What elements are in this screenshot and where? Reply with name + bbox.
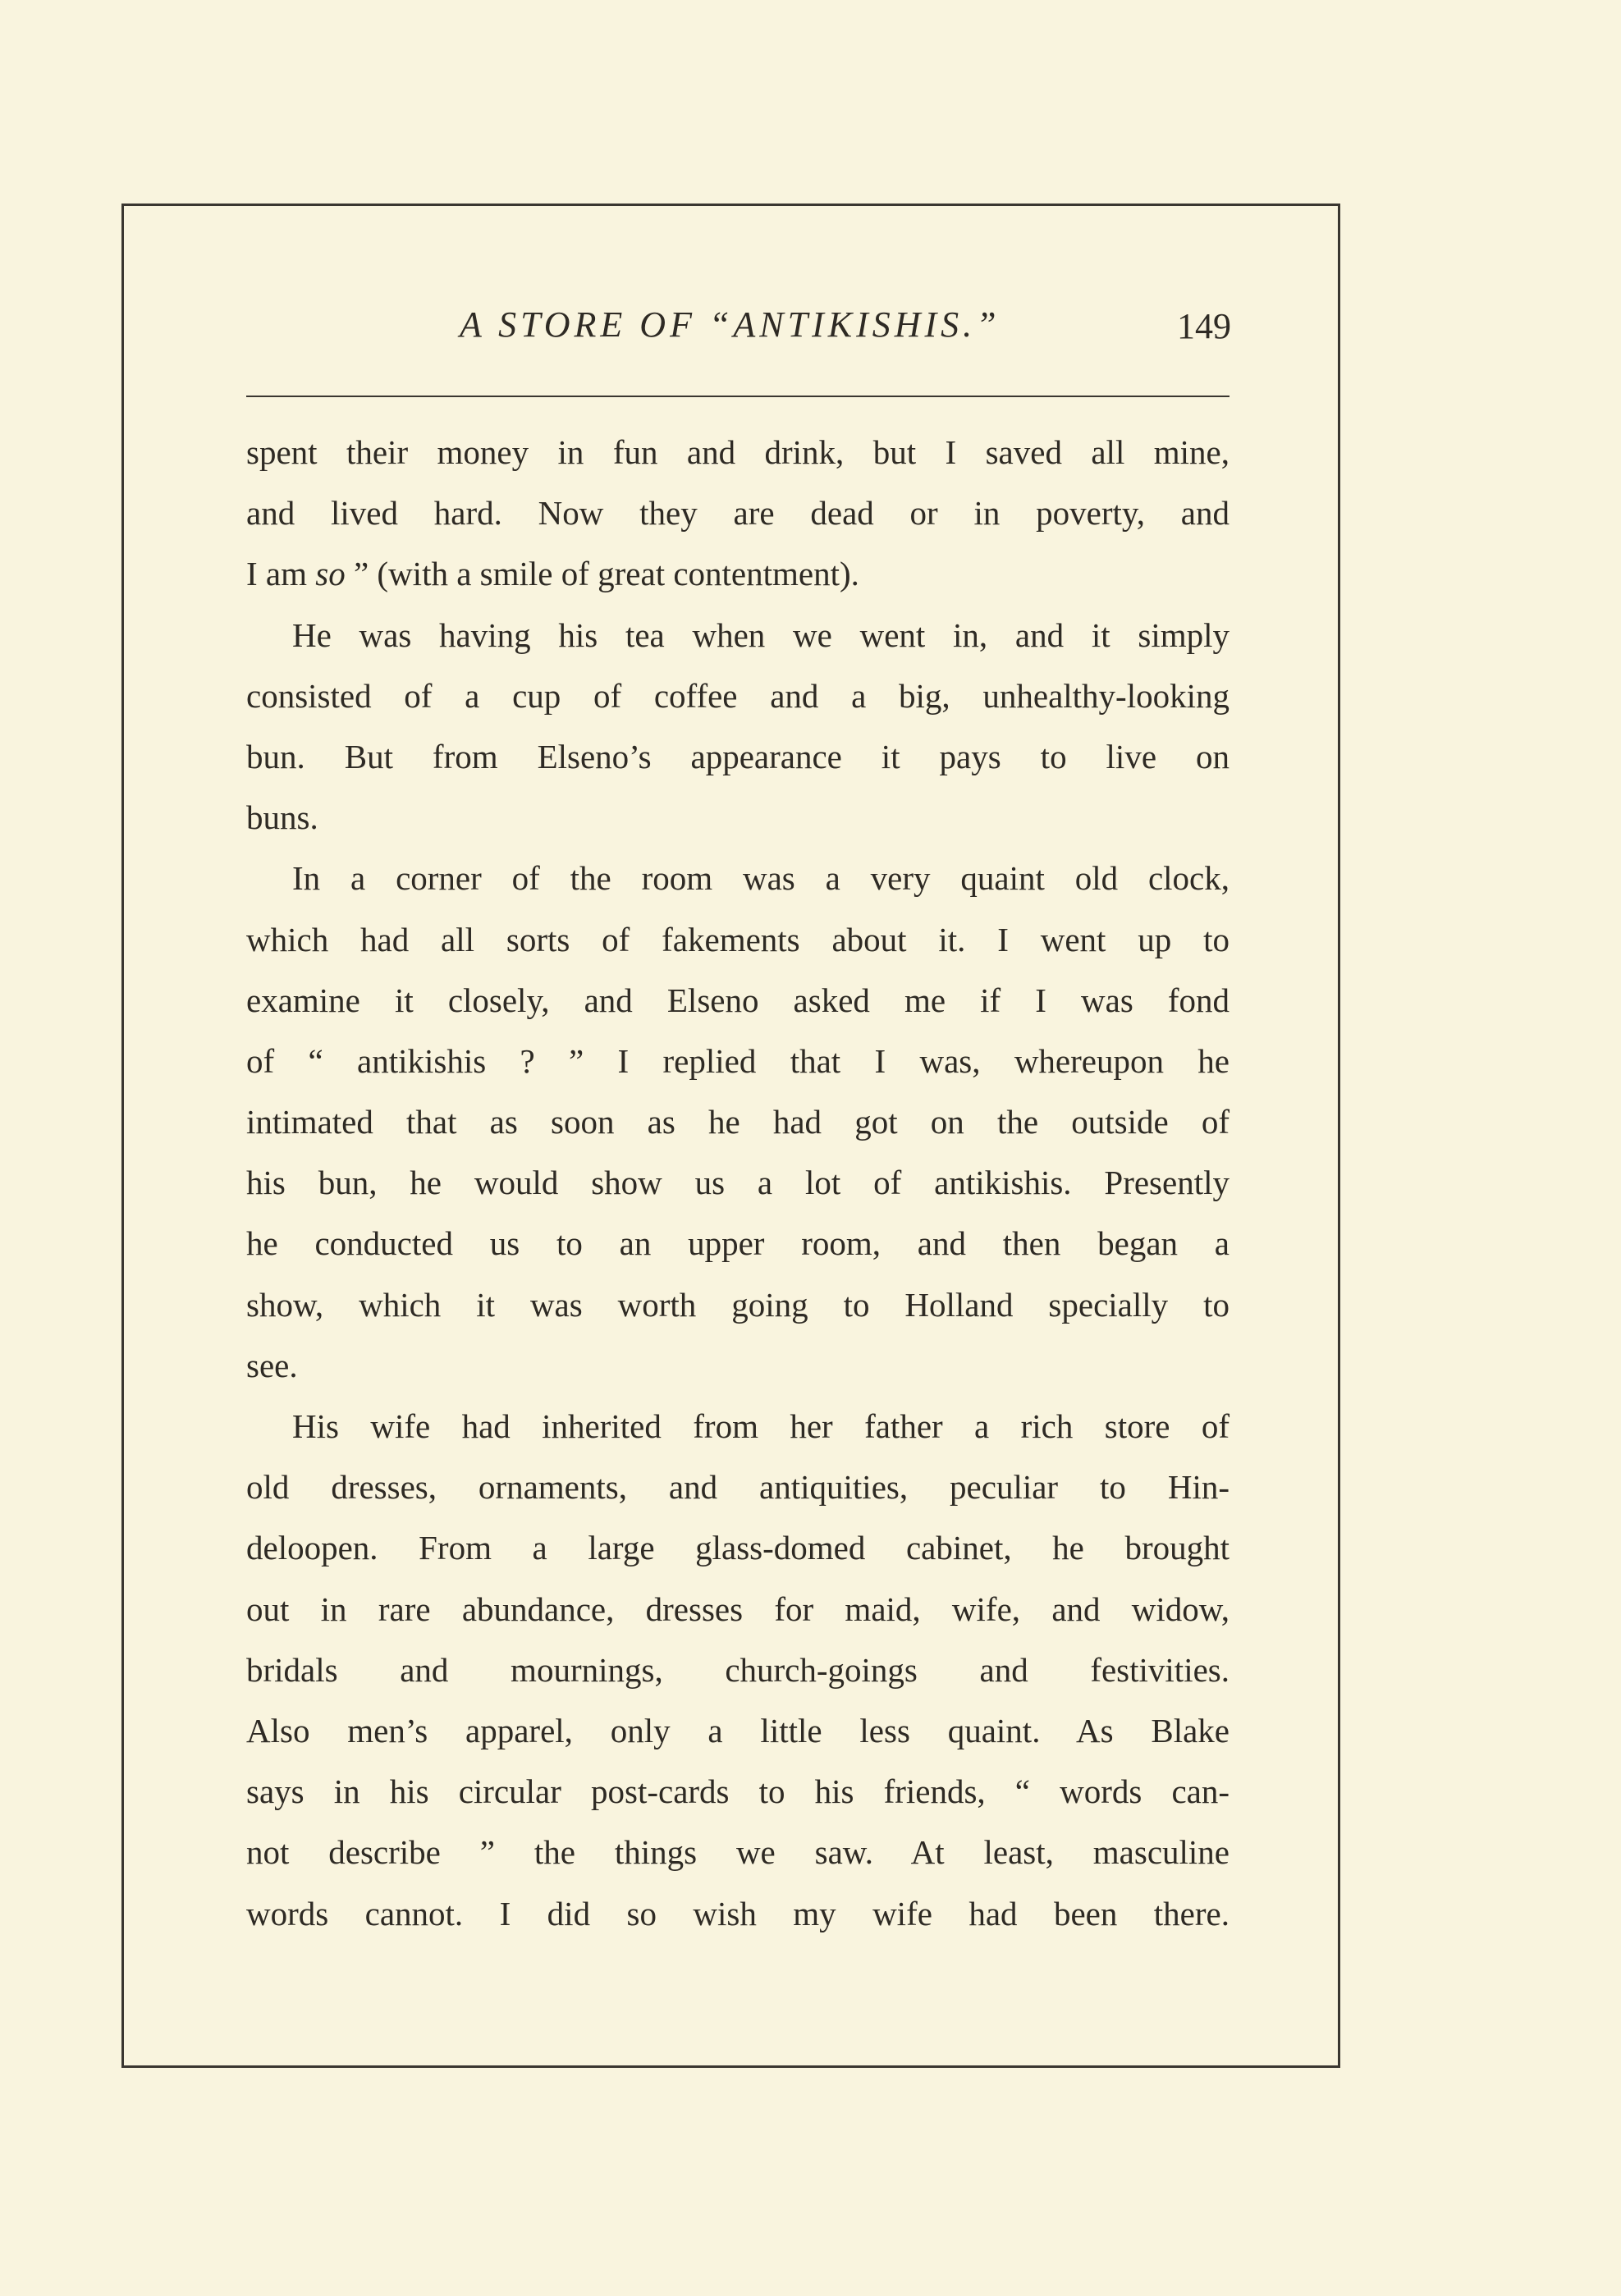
running-head [246,304,1231,361]
text-line: says in his circular post-cards to his friends, “ words can- [246,1772,1229,1811]
page-number: 149 [1177,306,1231,346]
text-line: not describe ” the things we saw. At least, masculine [246,1833,1229,1872]
text-line: examine it closely, and Elseno asked me if I was fond [246,981,1229,1019]
text-line: Also men’s apparel, only a little less quaint. As Blake [246,1711,1229,1749]
running-title: A STORE OF “ANTIKISHIS.” [460,304,1001,345]
text-line: deloopen. From a large glass-domed cabinet, he brought [246,1529,1229,1567]
text-line: In a corner of the room was a very quaint old clock, [292,859,1229,898]
text-line: and lived hard. Now they are dead or in poverty, and [246,494,1229,533]
emphasis: so [315,555,346,593]
text-line: He was having his tea when we went in, and it simply [292,615,1229,654]
text-line: intimated that as soon as he had got on the outside of [246,1103,1229,1141]
text-line: words cannot. I did so wish my wife had been there. [246,1894,1229,1932]
text-line: bridals and mournings, church-goings and festivities. [246,1650,1229,1689]
text-line: consisted of a cup of coffee and a big, unhealthy-looking [246,676,1229,715]
text-line: I am so ” (with a smile of great contentment). [246,555,859,593]
text-line: spent their money in fun and drink, but I saved all mine, [246,433,1229,471]
body-text [246,422,1229,1944]
text-line: see. [246,1346,298,1384]
header-rule [246,396,1229,397]
text-line: out in rare abundance, dresses for maid, wife, and widow, [246,1589,1229,1628]
text-line: of “ antikishis ? ” I replied that I was, whereupon he [246,1041,1229,1080]
text-line: he conducted us to an upper room, and then began a [246,1224,1229,1263]
text-line: his bun, he would show us a lot of antikishis. Presently [246,1164,1229,1202]
text-line: old dresses, ornaments, and antiquities, peculiar to Hin- [246,1468,1229,1507]
text-line: bun. But from Elseno’s appearance it pays to live on [246,737,1229,775]
text-line: show, which it was worth going to Holland specially to [246,1285,1229,1324]
text-line: which had all sorts of fakements about it. I went up to [246,920,1229,958]
text-line: buns. [246,798,318,837]
text-line: His wife had inherited from her father a rich store of [292,1407,1229,1445]
